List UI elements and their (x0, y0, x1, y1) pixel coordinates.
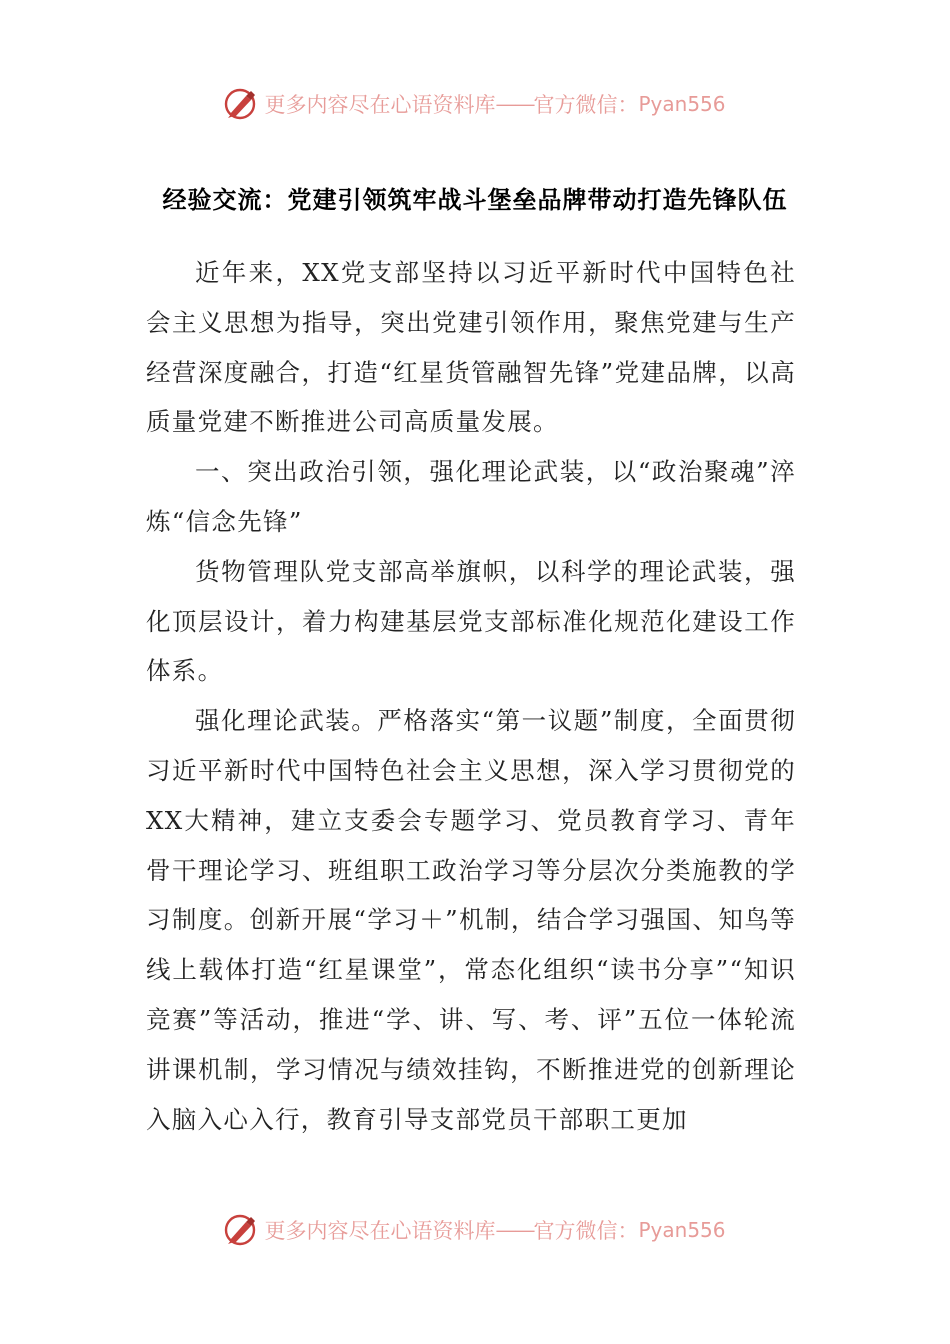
wechat-id: Pyan556 (638, 1218, 726, 1242)
wechat-label: 官方微信： (533, 93, 639, 117)
banner-text: 更多内容尽在心语资料库 (264, 93, 496, 117)
wechat-id: Pyan556 (638, 92, 726, 116)
document-title: 经验交流：党建引领筑牢战斗堡垒品牌带动打造先锋队伍 (162, 186, 788, 214)
paragraph: 近年来，XX党支部坚持以习近平新时代中国特色社会主义思想为指导，突出党建引领作用，聚焦党建与生产经营深度融合，打造“红星货管融智先锋”党建品牌，以高质量党建不断推进公司高质量发展。 (146, 258, 796, 437)
banner-text: 更多内容尽在心语资料库 (264, 1219, 496, 1243)
banner-dash: —— (495, 1218, 534, 1242)
header-banner[interactable] (0, 84, 950, 124)
banner-dash: —— (495, 92, 534, 116)
section-heading: 一、突出政治引领，强化理论武装，以“政治聚魂”淬炼“信念先锋” (146, 457, 796, 536)
pen-logo-icon (224, 87, 258, 121)
pen-logo-icon (224, 1213, 258, 1247)
document-body (146, 248, 796, 1144)
footer-banner[interactable] (0, 1210, 950, 1250)
wechat-label: 官方微信： (533, 1219, 639, 1243)
paragraph: 强化理论武装。严格落实“第一议题”制度，全面贯彻习近平新时代中国特色社会主义思想，深入学习贯彻党的XX大精神，建立支委会专题学习、党员教育学习、青年骨干理论学习、班组职工政治学习等分层次分类施教的学习制度。创新开展“学习＋”机制，结合学习强国、知鸟等线上载体打造“红星课堂”，常态化组织“读书分享”“知识竞赛”等活动，推进“学、讲、写、考、评”五位一体轮流讲课机制，学习情况与绩效挂钩，不断推进党的创新理论入脑入心入行，教育引导支部党员干部职工更加 (146, 706, 796, 1134)
paragraph: 货物管理队党支部高举旗帜，以科学的理论武装，强化顶层设计，着力构建基层党支部标准化规范化建设工作体系。 (146, 556, 796, 686)
